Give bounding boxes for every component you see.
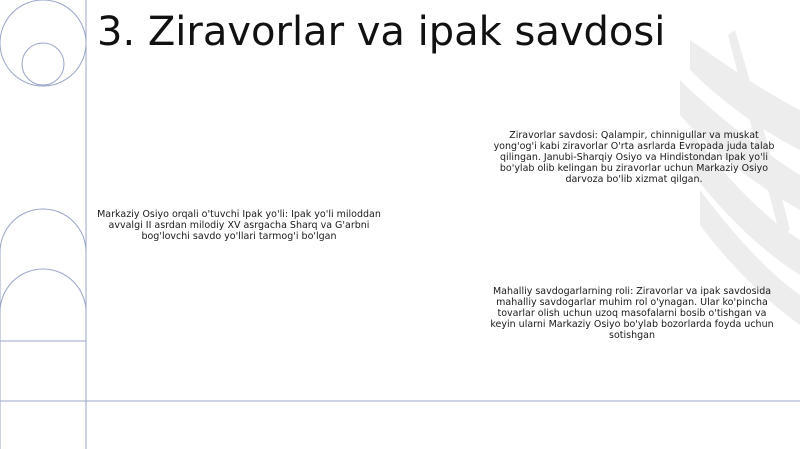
text-block-silk-road: Markaziy Osiyo orqali o'tuvchi Ipak yo'li: Ipak yo'li miloddan avvalgi II asrdan milodiy XV asrgacha Sharq va G'arbni bog'lovchi savdo yo'llari tarmog'i bo'lgan xyxy=(97,209,381,242)
slide-title: 3. Ziravorlar va ipak savdosi xyxy=(97,9,666,55)
text-block-spice-trade: Ziravorlar savdosi: Qalampir, chinnigullar va muskat yong'og'i kabi ziravorlar O'rta asrlarda Evropada juda talab qilingan. Janubi-Sharqiy Osiyo va Hindistondan Ipak yo'li bo'ylab olib kelingan bu ziravorlar uchun Markaziy Osiyo darvoza bo'lib xizmat qilgan. xyxy=(493,130,775,185)
text-block-local-merchants: Mahalliy savdogarlarning roli: Ziravorlar va ipak savdosida mahalliy savdogarlar muhim rol o'ynagan. Ular ko'pincha tovarlar olish uchun uzoq masofalarni bosib o'tishgan va keyin ularni Markaziy Osiyo bo'ylab bozorlarda foyda uchun sotishgan xyxy=(490,286,774,341)
